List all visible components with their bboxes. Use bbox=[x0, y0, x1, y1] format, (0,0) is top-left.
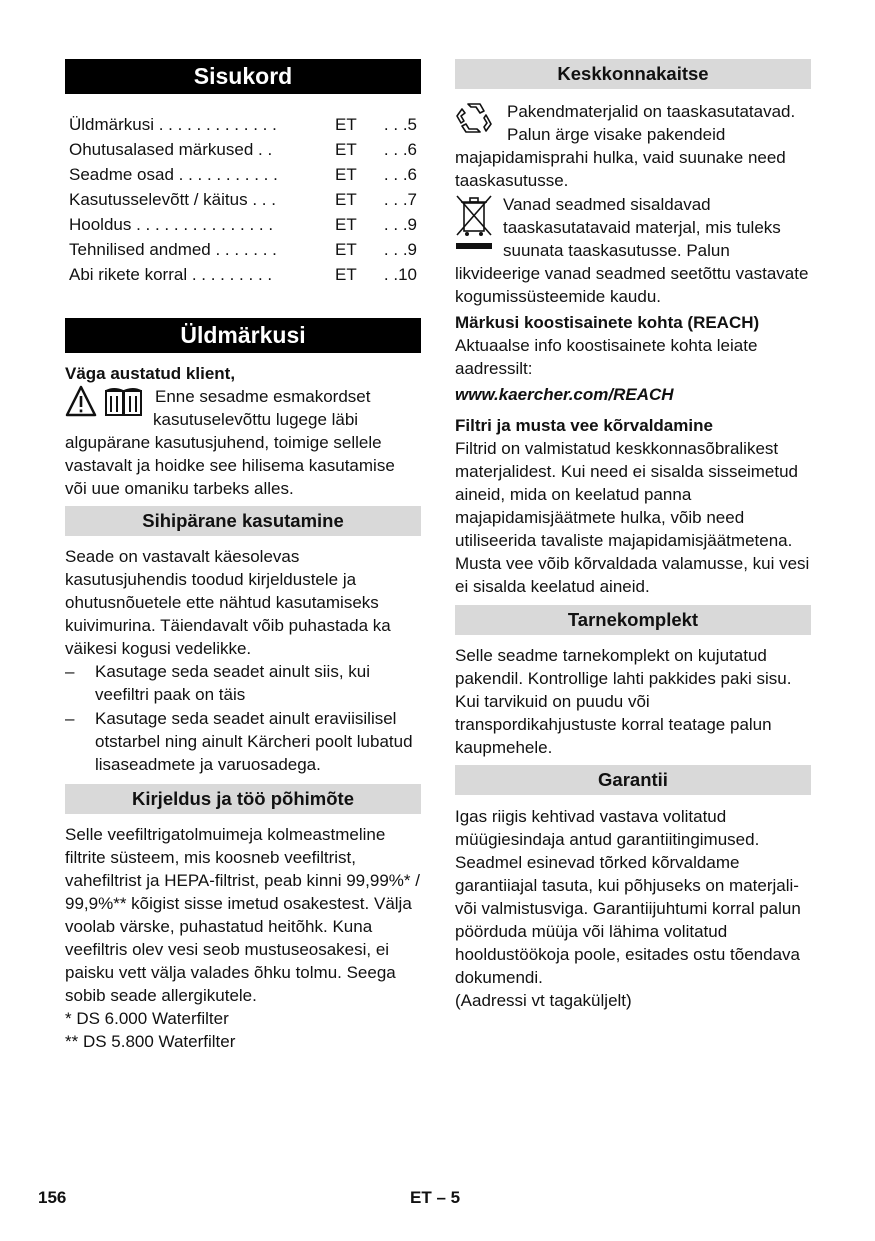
warning-paragraph bbox=[65, 385, 421, 500]
weee-bin-icon bbox=[455, 193, 493, 251]
footnote: ** DS 5.800 Waterfilter bbox=[65, 1032, 236, 1051]
toc-title: Abi rikete korral . . . . . . . . . bbox=[69, 265, 273, 284]
delivery-text: Kui tarvikuid on puudu või transpordikahjustuste korral teatage palun kaupmehele. bbox=[455, 692, 772, 757]
toc-page: . . .6 bbox=[383, 140, 417, 159]
list-item bbox=[65, 660, 421, 706]
reach-heading: Märkusi koostisainete kohta (REACH) bbox=[455, 313, 760, 332]
packaging-text: Pakendmaterjalid on taaskasutatavad. Palun ärge visake pakendeid majapidamisprahi hulka, vaid suunake need taaskasutusse. bbox=[455, 102, 796, 190]
toc-lang: ET bbox=[335, 215, 357, 234]
toc-page: . . .9 bbox=[383, 215, 417, 234]
intended-use-text: Seade on vastavalt käesolevas kasutusjuhendis toodud kirjeldustele ja ohutusnõuetele ette nähtud kasutamiseks kuivimurina. Täiendavalt võib puhastada ka väikesi kogusi vedelikke. bbox=[65, 547, 391, 658]
page-label: ET – 5 bbox=[410, 1188, 461, 1207]
toc-lang: ET bbox=[335, 140, 357, 159]
recycle-icon bbox=[455, 100, 493, 136]
bullet-text: Kasutage seda seadet ainult eraviisilisel otstarbel ning ainult Kärcheri poolt lubatud lisaseadmete ja varuosadega. bbox=[95, 709, 413, 774]
toc-title: Hooldus . . . . . . . . . . . . . . . bbox=[69, 215, 274, 234]
right-column bbox=[455, 59, 811, 1012]
toc-row[interactable] bbox=[65, 187, 421, 212]
warranty-heading: Garantii bbox=[455, 765, 811, 795]
toc-row[interactable] bbox=[65, 162, 421, 187]
toc-lang: ET bbox=[335, 115, 357, 134]
toc-row[interactable] bbox=[65, 137, 421, 162]
warranty-note: (Aadressi vt tagaküljelt) bbox=[455, 991, 632, 1010]
toc-lang: ET bbox=[335, 190, 357, 209]
reach-text: Aktuaalse info koostisainete kohta leiate aadressilt: bbox=[455, 336, 758, 378]
old-devices-paragraph bbox=[455, 193, 811, 308]
toc-title: Ohutusalased märkused . . bbox=[69, 140, 273, 159]
filter-heading: Filtri ja musta vee kõrvaldamine bbox=[455, 416, 713, 435]
toc-page: . . .5 bbox=[383, 115, 417, 134]
toc-page: . . .6 bbox=[383, 165, 417, 184]
toc-page: . . .9 bbox=[383, 240, 417, 259]
bullet-dash: – bbox=[65, 709, 75, 728]
description-heading: Kirjeldus ja töö põhimõte bbox=[65, 784, 421, 814]
old-devices-text: Vanad seadmed sisaldavad taaskasutatavaid materjal, mis tuleks suunata taaskasutusse. Palun likvideerige vanad seadmed seetõttu vastavate kogumissüsteemide kaudu. bbox=[455, 195, 809, 306]
left-column bbox=[65, 59, 421, 1053]
delivery-text: Selle seadme tarnekomplekt on kujutatud pakendil. Kontrollige lahti pakkides paki sisu. bbox=[455, 646, 792, 688]
toc-title: Seadme osad . . . . . . . . . . . bbox=[69, 165, 278, 184]
intended-use-heading: Sihipärane kasutamine bbox=[65, 506, 421, 536]
greeting: Väga austatud klient, bbox=[65, 364, 236, 383]
env-heading: Keskkonnakaitse bbox=[455, 59, 811, 89]
manual-book-icon bbox=[103, 386, 145, 418]
toc-page: . .10 bbox=[383, 265, 417, 284]
toc-heading: Sisukord bbox=[65, 59, 421, 94]
bullet-dash: – bbox=[65, 662, 75, 681]
toc-row[interactable] bbox=[65, 262, 421, 287]
delivery-heading: Tarnekomplekt bbox=[455, 605, 811, 635]
toc-title: Kasutusselevõtt / käitus . . . bbox=[69, 190, 276, 209]
table-of-contents bbox=[65, 112, 421, 287]
toc-row[interactable] bbox=[65, 237, 421, 262]
toc-lang: ET bbox=[335, 265, 357, 284]
toc-row[interactable] bbox=[65, 112, 421, 137]
reach-link[interactable]: www.kaercher.com/REACH bbox=[455, 385, 674, 404]
footnote: * DS 6.000 Waterfilter bbox=[65, 1009, 229, 1028]
filter-text: Filtrid on valmistatud keskkonnasõbralikest materjalidest. Kui need ei sisalda sisseimetud aineid, mida on keelatud panna majapidamisjäätmete hulka, võib need utiliseerida tavaliste majapidamisjäätmetena. bbox=[455, 439, 799, 550]
page-number: 156 bbox=[38, 1188, 67, 1207]
packaging-paragraph bbox=[455, 100, 811, 192]
toc-page: . . .7 bbox=[383, 190, 417, 209]
toc-lang: ET bbox=[335, 165, 357, 184]
toc-title: Tehnilised andmed . . . . . . . bbox=[69, 240, 277, 259]
general-heading: Üldmärkusi bbox=[65, 318, 421, 353]
list-item bbox=[65, 707, 421, 776]
filter-text: Musta vee võib kõrvaldada valamusse, kui vesi ei sisalda keelatud aineid. bbox=[455, 554, 810, 596]
warranty-text: Igas riigis kehtivad vastava volitatud müügiesindaja antud garantiitingimused. Seadmel esinevad tõrked kõrvaldame garantiiajal tasuta, kui põhjuseks on materjali- või valmistusviga. Garantiijuhtumi korral palun pöörduda müüja või lähima volitatud hooldustöökoja poole, esitades ostu tõendava dokumendi. bbox=[455, 807, 801, 987]
bullet-text: Kasutage seda seadet ainult siis, kui veefiltri paak on täis bbox=[95, 662, 371, 704]
toc-lang: ET bbox=[335, 240, 357, 259]
description-text: Selle veefiltrigatolmuimeja kolmeastmeline filtrite süsteem, mis koosneb veefiltrist, vahefiltrist ja HEPA-filtrist, peab kinni 99,99%* / 99,9%** kõigist sisse imetud osakestest. Välja voolab värske, puhastatud heitõhk. Kuna veefiltris olev vesi seob mustuseosakesi, ei paisku vett välja valades õhku tolmu. Seega sobib seade allergikutele. bbox=[65, 825, 420, 1005]
toc-title: Üldmärkusi . . . . . . . . . . . . . bbox=[69, 115, 277, 134]
warning-text: Enne sesadme esmakordset kasutuselevõttu lugege läbi algupärane kasutusjuhend, toimige sellele vastavalt ja hoidke see hilisema kasutamise või uue omaniku tarbeks alles. bbox=[65, 387, 395, 498]
toc-row[interactable] bbox=[65, 212, 421, 237]
